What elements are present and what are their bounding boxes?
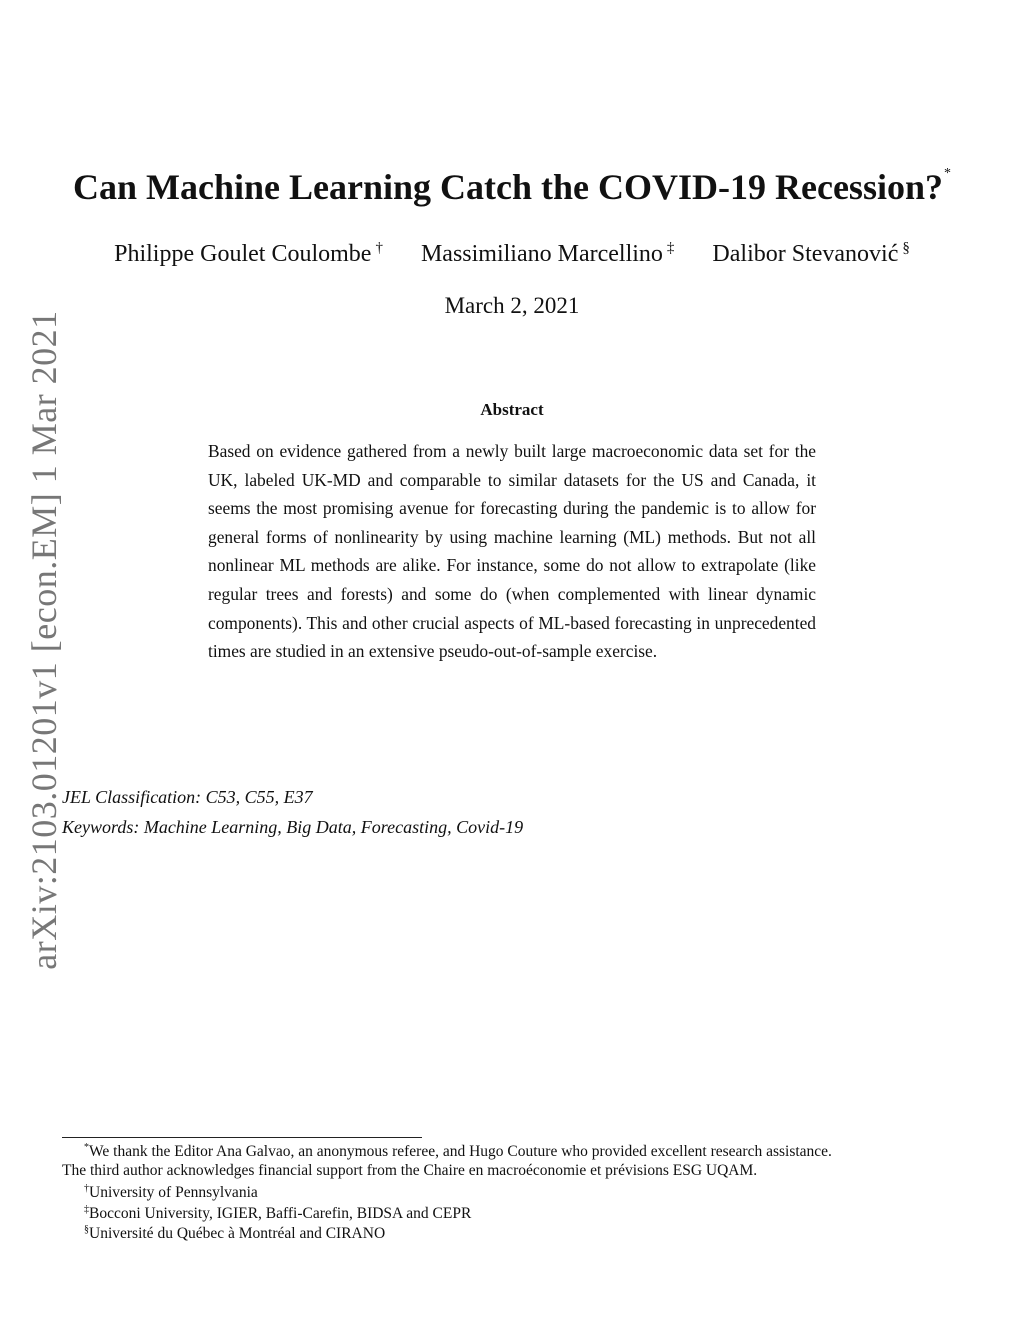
footnote-text: Bocconi University, IGIER, Baffi-Carefin, BIDSA and CEPR	[89, 1205, 472, 1222]
arxiv-stamp: arXiv:2103.01201v1 [econ.EM] 1 Mar 2021	[24, 310, 64, 970]
footnote-mark: §	[84, 1224, 89, 1235]
footnote-mark: ‡	[84, 1204, 89, 1215]
jel-classification: JEL Classification: C53, C55, E37	[62, 787, 313, 807]
footnote-text: Université du Québec à Montréal and CIRANO	[89, 1225, 386, 1242]
footnote-affiliation-2	[84, 1204, 471, 1223]
paper-title-block	[0, 166, 1024, 208]
abstract-text: Based on evidence gathered from a newly built large macroeconomic data set for the UK, labeled UK-MD and comparable to similar datasets for the US and Canada, it seems the most promising avenue for forecasting during the pandemic is to allow for general forms of nonlinearity by using machine learning (ML) methods. But not all nonlinear ML methods are alike. For instance, some do not allow to extrapolate (like regular trees and forests) and some do (when complemented with linear dynamic components). This and other crucial aspects of ML-based forecasting in unprecedented times are studied in an extensive pseudo-out-of-sample exercise.	[208, 441, 816, 662]
author-3	[712, 240, 909, 268]
keywords: Keywords: Machine Learning, Big Data, Forecasting, Covid-19	[62, 817, 524, 837]
footnote-divider	[62, 1137, 422, 1138]
author-list	[0, 240, 1024, 268]
title-footnote-mark: *	[943, 166, 951, 181]
author-2	[421, 240, 674, 268]
footnote-thanks-continued	[62, 1162, 757, 1180]
author-footnote-mark: §	[902, 240, 910, 256]
footnote-mark: *	[84, 1142, 89, 1153]
footnote-thanks	[84, 1142, 832, 1161]
author-name: Dalibor Stevanović	[712, 241, 899, 267]
paper-date: March 2, 2021	[444, 293, 580, 318]
footnote-text: We thank the Editor Ana Galvao, an anonymous referee, and Hugo Couture who provided excellent research assistance.	[89, 1143, 832, 1160]
footnote-affiliation-3	[84, 1224, 385, 1243]
author-footnote-mark: †	[375, 240, 383, 256]
author-1	[114, 240, 383, 268]
author-footnote-mark: ‡	[666, 240, 675, 256]
footnote-mark: †	[84, 1183, 89, 1194]
author-name: Philippe Goulet Coulombe	[114, 241, 372, 267]
abstract-heading: Abstract	[480, 400, 544, 419]
paper-title: Can Machine Learning Catch the COVID-19 Recession?	[73, 167, 943, 207]
footnote-text: University of Pennsylvania	[89, 1184, 258, 1201]
footnote-text: The third author acknowledges financial support from the Chaire en macroéconomie et prévisions ESG UQAM.	[62, 1162, 758, 1179]
author-name: Massimiliano Marcellino	[420, 241, 663, 267]
footnote-affiliation-1	[84, 1183, 258, 1202]
